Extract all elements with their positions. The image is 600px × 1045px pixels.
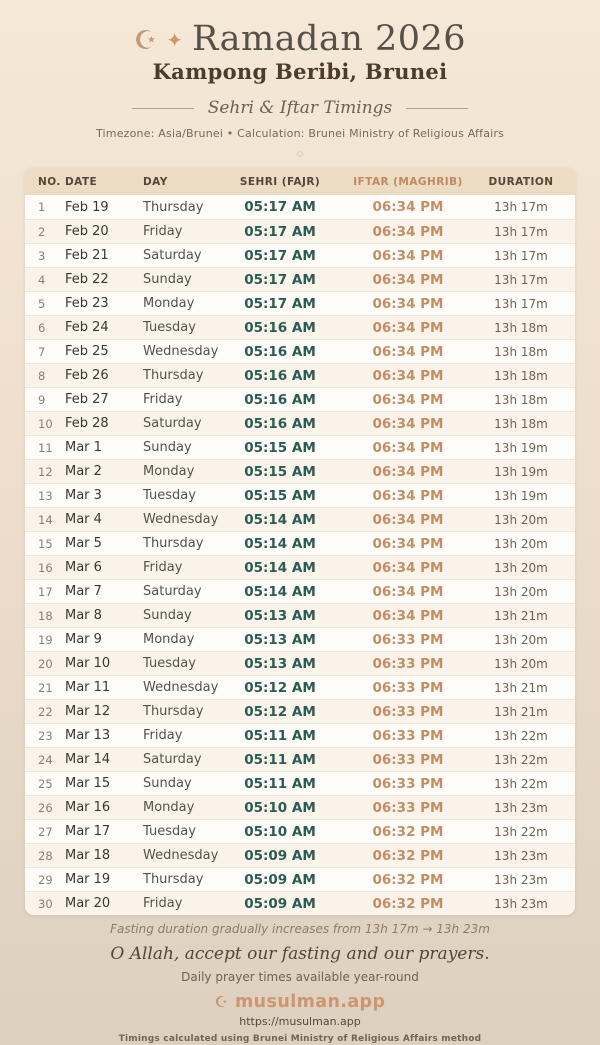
row-day: Wednesday (143, 848, 219, 863)
row-number: 5 (38, 296, 46, 311)
subtitle-row (0, 98, 600, 118)
row-date: Feb 21 (65, 248, 109, 263)
row-sehri-time: 05:16 AM (244, 367, 316, 384)
row-number: 10 (38, 416, 53, 431)
crescent-moon-icon: ☪ (133, 25, 158, 56)
row-number: 12 (38, 464, 53, 479)
row-sehri-time: 05:09 AM (244, 895, 316, 912)
row-duration: 13h 20m (494, 656, 548, 671)
table-row (25, 267, 575, 291)
row-duration: 13h 18m (494, 344, 548, 359)
row-duration: 13h 18m (494, 320, 548, 335)
calculation-method-note: Timings calculated using Brunei Ministry of Religious Affairs method (118, 1034, 482, 1044)
column-header-duration: DURATION (488, 175, 554, 188)
row-day: Monday (143, 800, 195, 815)
row-day: Saturday (143, 752, 202, 767)
row-number: 17 (38, 584, 53, 599)
row-day: Wednesday (143, 512, 219, 527)
row-iftar-time: 06:33 PM (372, 727, 444, 744)
row-duration: 13h 18m (494, 416, 548, 431)
row-day: Tuesday (143, 488, 196, 503)
table-row (25, 843, 575, 867)
dua-text: O Allah, accept our fasting and our prayers. (110, 944, 490, 964)
divider-line-right (406, 108, 468, 109)
row-sehri-time: 05:16 AM (244, 391, 316, 408)
row-number: 4 (38, 272, 46, 287)
row-number: 15 (38, 536, 53, 551)
row-day: Friday (143, 896, 183, 911)
row-date: Mar 2 (65, 464, 102, 479)
row-date: Mar 19 (65, 872, 111, 887)
table-row (25, 219, 575, 243)
row-number: 14 (38, 512, 53, 527)
brand-crescent-icon: ☪ (214, 992, 229, 1011)
row-sehri-time: 05:14 AM (244, 511, 316, 528)
row-day: Saturday (143, 416, 202, 431)
row-date: Mar 16 (65, 800, 111, 815)
row-sehri-time: 05:09 AM (244, 847, 316, 864)
divider-line-left (132, 108, 194, 109)
row-iftar-time: 06:34 PM (372, 223, 444, 240)
row-sehri-time: 05:13 AM (244, 607, 316, 624)
row-day: Thursday (143, 536, 204, 551)
row-sehri-time: 05:15 AM (244, 439, 316, 456)
row-day: Friday (143, 560, 183, 575)
row-sehri-time: 05:11 AM (244, 775, 316, 792)
row-day: Sunday (143, 608, 192, 623)
row-sehri-time: 05:17 AM (244, 247, 316, 264)
row-duration: 13h 17m (494, 200, 548, 214)
row-day: Thursday (143, 199, 204, 215)
row-iftar-time: 06:34 PM (372, 607, 444, 624)
row-iftar-time: 06:34 PM (372, 463, 444, 480)
row-sehri-time: 05:16 AM (244, 343, 316, 360)
row-sehri-time: 05:10 AM (244, 799, 316, 816)
row-iftar-time: 06:34 PM (372, 367, 444, 384)
table-row (25, 795, 575, 819)
row-duration: 13h 22m (494, 752, 548, 767)
row-iftar-time: 06:34 PM (372, 487, 444, 504)
row-date: Mar 8 (65, 608, 102, 623)
row-duration: 13h 20m (494, 512, 548, 527)
row-duration: 13h 23m (494, 896, 548, 911)
table-row (25, 579, 575, 603)
row-iftar-time: 06:34 PM (372, 295, 444, 312)
brand-link[interactable] (0, 992, 600, 1012)
column-header-no: NO. (38, 175, 61, 188)
row-day: Tuesday (143, 656, 196, 671)
row-day: Friday (143, 728, 183, 743)
row-day: Tuesday (143, 824, 196, 839)
table-row (25, 603, 575, 627)
row-duration: 13h 22m (494, 776, 548, 791)
row-iftar-time: 06:33 PM (372, 655, 444, 672)
row-iftar-time: 06:34 PM (372, 535, 444, 552)
row-number: 30 (38, 896, 53, 911)
row-number: 23 (38, 728, 53, 743)
row-date: Mar 5 (65, 536, 102, 551)
row-day: Wednesday (143, 680, 219, 695)
row-sehri-time: 05:16 AM (244, 319, 316, 336)
row-number: 22 (38, 704, 53, 719)
row-sehri-time: 05:14 AM (244, 583, 316, 600)
row-iftar-time: 06:34 PM (372, 559, 444, 576)
row-iftar-time: 06:34 PM (372, 271, 444, 288)
table-row (25, 747, 575, 771)
row-iftar-time: 06:33 PM (372, 775, 444, 792)
row-duration: 13h 17m (494, 248, 548, 263)
row-number: 16 (38, 560, 53, 575)
row-iftar-time: 06:33 PM (372, 799, 444, 816)
table-row (25, 483, 575, 507)
row-sehri-time: 05:17 AM (244, 295, 316, 312)
row-duration: 13h 20m (494, 584, 548, 599)
row-iftar-time: 06:33 PM (372, 631, 444, 648)
row-date: Feb 28 (65, 416, 109, 431)
row-sehri-time: 05:09 AM (244, 871, 316, 888)
row-date: Feb 24 (65, 320, 109, 335)
availability-note: Daily prayer times available year-round (181, 970, 419, 984)
row-duration: 13h 19m (494, 464, 548, 479)
row-number: 3 (38, 248, 46, 263)
table-row (25, 339, 575, 363)
row-iftar-time: 06:34 PM (372, 199, 444, 215)
table-row (25, 555, 575, 579)
row-date: Mar 9 (65, 632, 102, 647)
brand-url-link[interactable]: https://musulman.app (239, 1015, 361, 1028)
row-duration: 13h 23m (494, 872, 548, 887)
row-sehri-time: 05:12 AM (244, 703, 316, 720)
row-duration: 13h 19m (494, 488, 548, 503)
table-row (25, 363, 575, 387)
header (0, 0, 600, 159)
row-day: Wednesday (143, 344, 219, 359)
row-number: 6 (38, 320, 46, 335)
row-duration: 13h 17m (494, 272, 548, 287)
row-date: Mar 13 (65, 728, 111, 743)
row-date: Mar 3 (65, 488, 102, 503)
row-number: 19 (38, 632, 53, 647)
row-date: Feb 27 (65, 392, 109, 407)
row-sehri-time: 05:13 AM (244, 655, 316, 672)
row-date: Feb 23 (65, 296, 109, 311)
row-sehri-time: 05:15 AM (244, 487, 316, 504)
table-row (25, 195, 575, 219)
row-date: Feb 26 (65, 368, 109, 383)
row-day: Thursday (143, 704, 204, 719)
title-row (0, 19, 600, 59)
subtitle: Sehri & Iftar Timings (207, 98, 393, 118)
row-iftar-time: 06:34 PM (372, 319, 444, 336)
table-row (25, 651, 575, 675)
row-day: Friday (143, 392, 183, 407)
row-day: Thursday (143, 872, 204, 887)
row-duration: 13h 18m (494, 392, 548, 407)
row-date: Feb 22 (65, 272, 109, 287)
row-sehri-time: 05:15 AM (244, 463, 316, 480)
table-row (25, 819, 575, 843)
row-date: Feb 19 (65, 199, 109, 215)
column-header-sehri: SEHRI (FAJR) (239, 175, 321, 188)
table-row (25, 699, 575, 723)
row-duration: 13h 23m (494, 800, 548, 815)
row-duration: 13h 22m (494, 728, 548, 743)
table-row (25, 315, 575, 339)
row-number: 7 (38, 344, 46, 359)
row-number: 27 (38, 824, 53, 839)
row-sehri-time: 05:11 AM (244, 751, 316, 768)
row-duration: 13h 17m (494, 296, 548, 311)
row-day: Monday (143, 296, 195, 311)
row-duration: 13h 21m (494, 608, 548, 623)
row-date: Feb 20 (65, 224, 109, 239)
table-row (25, 507, 575, 531)
row-sehri-time: 05:17 AM (244, 271, 316, 288)
row-number: 21 (38, 680, 53, 695)
row-number: 1 (38, 200, 46, 214)
table-body (25, 195, 575, 915)
row-date: Mar 4 (65, 512, 102, 527)
sparkle-star-icon: ✦ (166, 27, 183, 52)
timings-table-card (25, 168, 575, 915)
row-duration: 13h 20m (494, 536, 548, 551)
row-iftar-time: 06:34 PM (372, 415, 444, 432)
row-iftar-time: 06:34 PM (372, 343, 444, 360)
row-number: 13 (38, 488, 53, 503)
brand-name: musulman.app (235, 992, 386, 1012)
row-duration: 13h 19m (494, 440, 548, 455)
table-row (25, 675, 575, 699)
row-day: Saturday (143, 584, 202, 599)
row-day: Sunday (143, 272, 192, 287)
row-duration: 13h 20m (494, 560, 548, 575)
row-sehri-time: 05:17 AM (244, 199, 316, 215)
row-date: Mar 15 (65, 776, 111, 791)
row-day: Tuesday (143, 320, 196, 335)
fasting-duration-note: Fasting duration gradually increases from 13h 17m → 13h 23m (110, 922, 490, 936)
row-day: Sunday (143, 776, 192, 791)
row-duration: 13h 20m (494, 632, 548, 647)
row-sehri-time: 05:12 AM (244, 679, 316, 696)
row-iftar-time: 06:33 PM (372, 679, 444, 696)
row-date: Mar 17 (65, 824, 111, 839)
row-date: Mar 7 (65, 584, 102, 599)
row-date: Mar 10 (65, 656, 111, 671)
row-day: Monday (143, 464, 195, 479)
row-number: 25 (38, 776, 53, 791)
diamond-ornament-icon: ◇ (296, 149, 304, 159)
row-sehri-time: 05:10 AM (244, 823, 316, 840)
row-day: Thursday (143, 368, 204, 383)
row-iftar-time: 06:32 PM (372, 823, 444, 840)
table-row (25, 531, 575, 555)
row-iftar-time: 06:34 PM (372, 391, 444, 408)
row-duration: 13h 22m (494, 824, 548, 839)
row-number: 28 (38, 848, 53, 863)
table-row (25, 723, 575, 747)
row-duration: 13h 17m (494, 224, 548, 239)
column-header-date: DATE (65, 175, 98, 188)
row-day: Sunday (143, 440, 192, 455)
table-row (25, 459, 575, 483)
row-number: 24 (38, 752, 53, 767)
row-day: Saturday (143, 248, 202, 263)
row-iftar-time: 06:34 PM (372, 583, 444, 600)
row-duration: 13h 21m (494, 680, 548, 695)
table-row (25, 627, 575, 651)
row-sehri-time: 05:11 AM (244, 727, 316, 744)
table-row (25, 771, 575, 795)
row-iftar-time: 06:32 PM (372, 847, 444, 864)
row-iftar-time: 06:34 PM (372, 511, 444, 528)
row-date: Mar 11 (65, 680, 111, 695)
row-sehri-time: 05:16 AM (244, 415, 316, 432)
row-iftar-time: 06:33 PM (372, 751, 444, 768)
footer (0, 922, 600, 1044)
table-row (25, 291, 575, 315)
table-row (25, 387, 575, 411)
row-date: Feb 25 (65, 344, 109, 359)
row-duration: 13h 23m (494, 848, 548, 863)
row-date: Mar 1 (65, 440, 102, 455)
row-number: 11 (38, 440, 53, 455)
row-date: Mar 18 (65, 848, 111, 863)
row-iftar-time: 06:34 PM (372, 247, 444, 264)
row-number: 8 (38, 368, 46, 383)
table-row (25, 435, 575, 459)
row-sehri-time: 05:14 AM (244, 535, 316, 552)
location-title: Kampong Beribi, Brunei (152, 59, 448, 84)
row-number: 20 (38, 656, 53, 671)
row-date: Mar 12 (65, 704, 111, 719)
row-date: Mar 14 (65, 752, 111, 767)
row-date: Mar 6 (65, 560, 102, 575)
row-iftar-time: 06:34 PM (372, 439, 444, 456)
row-duration: 13h 21m (494, 704, 548, 719)
column-header-day: DAY (143, 175, 168, 188)
table-header-row (25, 168, 575, 195)
timezone-calculation-meta: Timezone: Asia/Brunei • Calculation: Brunei Ministry of Religious Affairs (95, 127, 505, 140)
row-number: 9 (38, 392, 46, 407)
row-date: Mar 20 (65, 896, 111, 911)
row-duration: 13h 18m (494, 368, 548, 383)
row-number: 29 (38, 872, 53, 887)
row-number: 2 (38, 224, 46, 239)
row-sehri-time: 05:14 AM (244, 559, 316, 576)
table-row (25, 891, 575, 915)
row-iftar-time: 06:32 PM (372, 871, 444, 888)
row-iftar-time: 06:32 PM (372, 895, 444, 912)
table-row (25, 867, 575, 891)
table-row (25, 411, 575, 435)
row-day: Friday (143, 224, 183, 239)
column-header-iftar: IFTAR (MAGHRIB) (353, 175, 463, 188)
row-number: 18 (38, 608, 53, 623)
row-day: Monday (143, 632, 195, 647)
page-title: Ramadan 2026 (191, 19, 467, 59)
row-sehri-time: 05:17 AM (244, 223, 316, 240)
row-sehri-time: 05:13 AM (244, 631, 316, 648)
row-iftar-time: 06:33 PM (372, 703, 444, 720)
row-number: 26 (38, 800, 53, 815)
table-row (25, 243, 575, 267)
